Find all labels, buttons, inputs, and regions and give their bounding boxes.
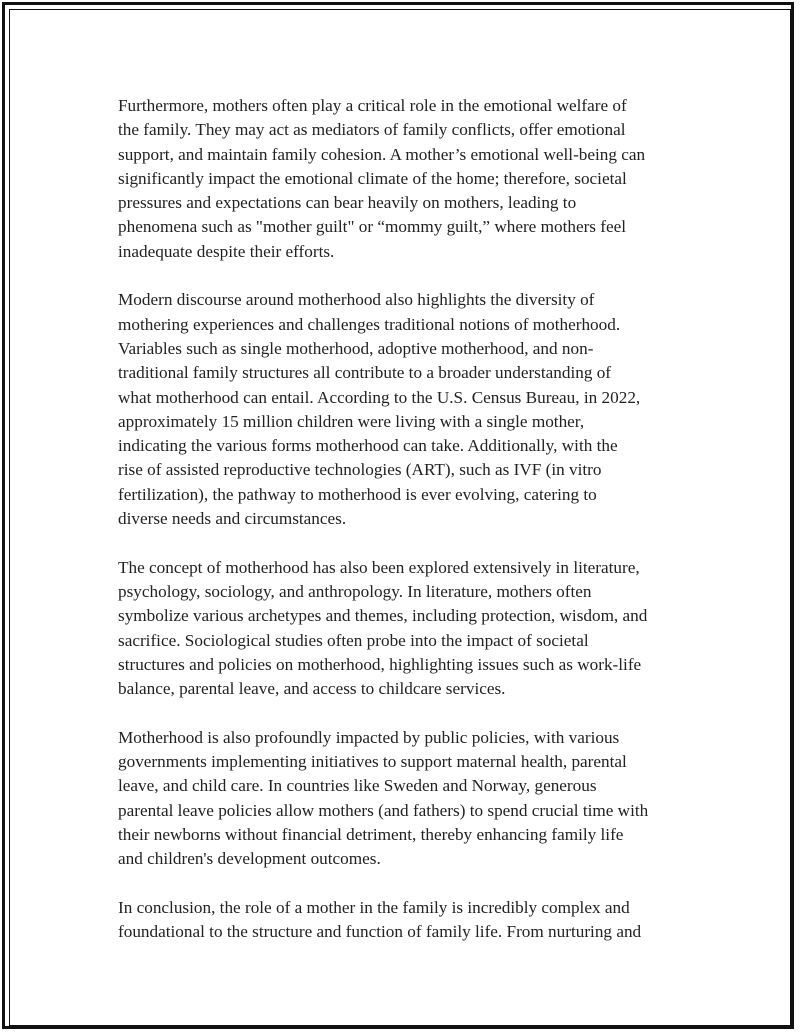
- paragraph-concept-of-motherhood: The concept of motherhood has also been explored extensively in literature, psychology, sociology, and anthropology. In literature, mothers often symbolize various archetypes and themes, including protection, wisdom, and sacrifice. Sociological studies often probe into the impact of societal structures and policies on motherhood, highlighting issues such as work-life balance, parental leave, and access to childcare services.: [118, 557, 648, 699]
- paragraph-conclusion: In conclusion, the role of a mother in the family is incredibly complex and foundational to the structure and function of family life. From nurturing and: [118, 897, 642, 942]
- document-body: [118, 94, 698, 969]
- paragraph-emotional-welfare: Furthermore, mothers often play a critical role in the emotional welfare of the family. They may act as mediators of family conflicts, offer emotional support, and maintain family cohesion. A mother’s emotional well-being can significantly impact the emotional climate of the home; therefore, societal pressures and expectations can bear heavily on mothers, leading to phenomena such as "mother guilt" or “mommy guilt,” where mothers feel inadequate despite their efforts.: [118, 96, 646, 261]
- paragraph-modern-discourse: Modern discourse around motherhood also highlights the diversity of mothering experiences and challenges traditional notions of motherhood. Variables such as single motherhood, adoptive motherhood, and non- traditional family structures all contribute to a broader understanding of what motherhood can entail. According to the U.S. Census Bureau, in 2022, approximately 15 million children were living with a single mother, indicating the various forms motherhood can take. Additionally, with the rise of assisted reproductive technologies (ART), such as IVF (in vitro fertilization), the pathway to motherhood is ever evolving, catering to diverse needs and circumstances.: [118, 290, 641, 529]
- paragraph-public-policies: Motherhood is also profoundly impacted by public policies, with various governments implementing initiatives to support maternal health, parental leave, and child care. In countries like Sweden and Norway, generous parental leave policies allow mothers (and fathers) to spend crucial time with their newborns without financial detriment, thereby enhancing family life and children's development outcomes.: [118, 727, 649, 869]
